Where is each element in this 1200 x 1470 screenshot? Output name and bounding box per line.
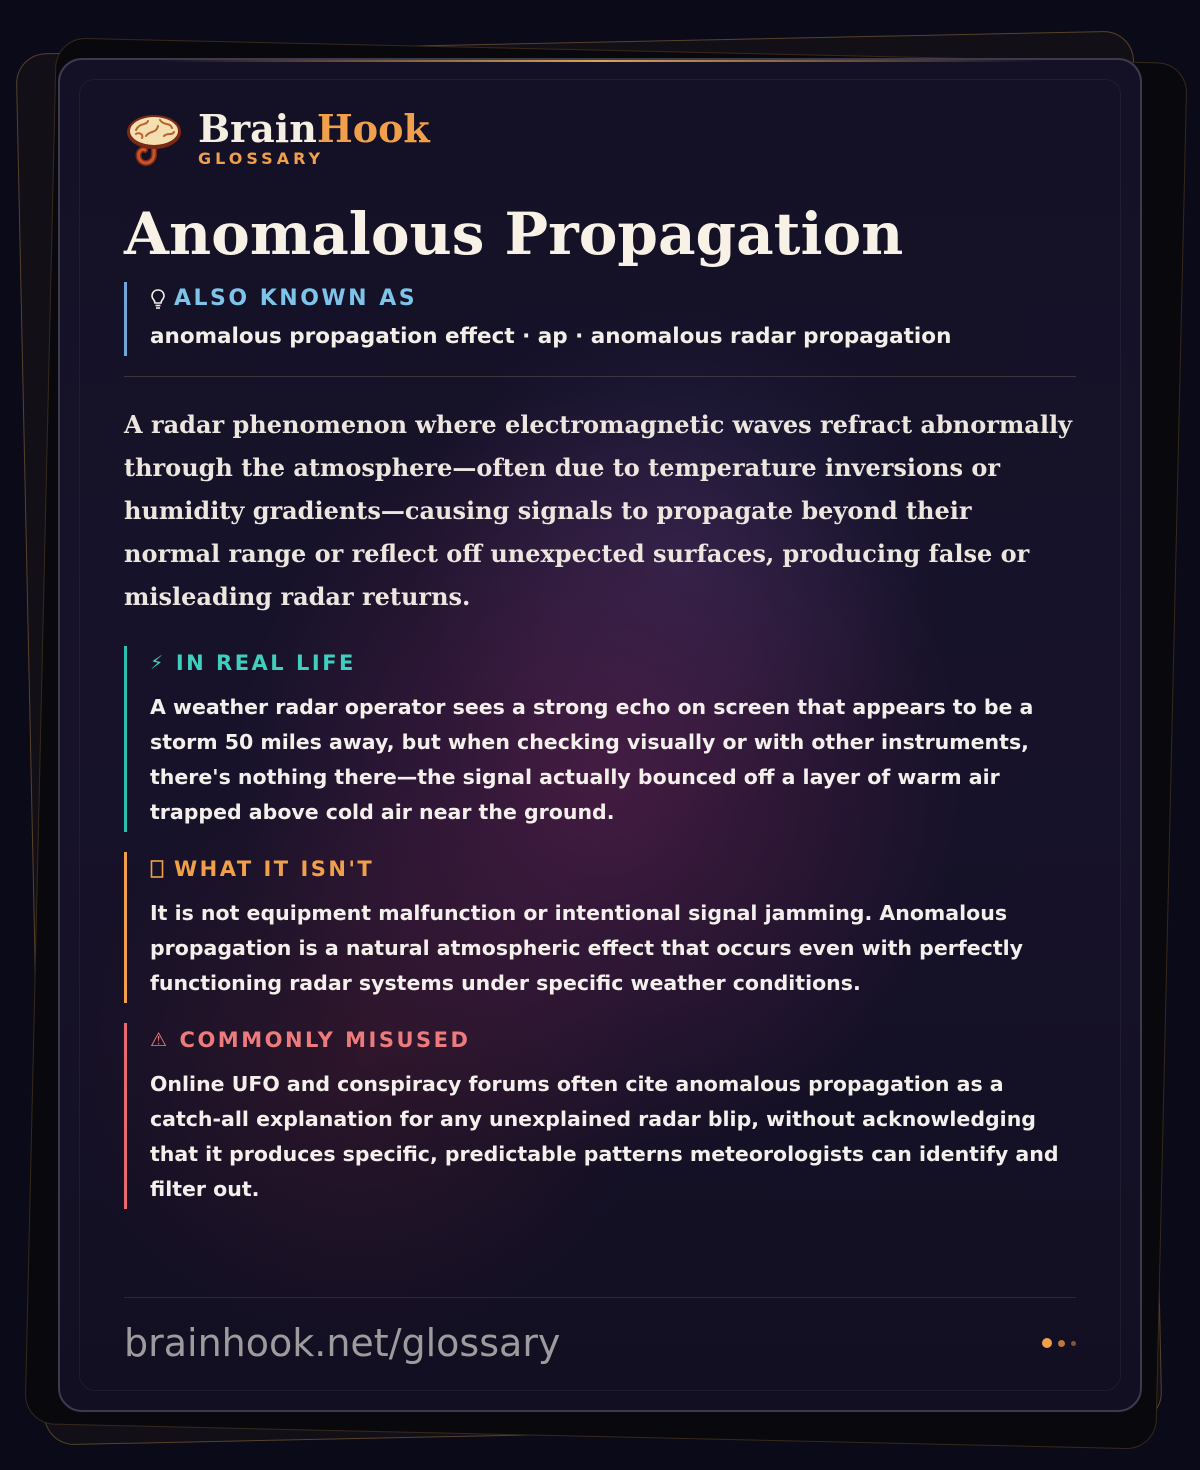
brand-header [124,102,1076,174]
also-known-as-label-row [150,284,1076,314]
section-what-it-isnt [124,852,1076,1003]
section-label: IN REAL LIFE [175,651,356,675]
card-content [124,102,1076,1209]
section-label-row [150,648,1076,678]
section-body: It is not equipment malfunction or intentional signal jamming. Anomalous propagation is a natural atmospheric effect that occurs even with perfectly functioning radar systems under specific weather conditions. [150,901,1024,995]
lightbulb-icon [150,288,166,310]
brand-name [198,108,430,150]
section-label: COMMONLY MISUSED [179,1028,471,1052]
also-known-as-values: anomalous propagation effect · ap · anomalous radar propagation [150,324,952,349]
section-commonly-misused [124,1023,1076,1209]
section-label: WHAT IT ISN'T [174,857,375,881]
term-title: Anomalous Propagation [124,200,904,268]
pagination-dots [1036,1338,1076,1348]
section-in-real-life [124,646,1076,832]
divider [124,376,1076,377]
also-known-as-label: ALSO KNOWN AS [174,286,418,311]
section-body: Online UFO and conspiracy forums often cite anomalous propagation as a catch-all explanation for any unexplained radar blip, without acknowledging that it produces specific, predictable patterns meteorologists can identify and filter out. [150,1072,1059,1201]
footer-url: brainhook.net/glossary [124,1321,561,1365]
section-body: A weather radar operator sees a strong echo on screen that appears to be a storm 50 miles away, but when checking visually or with other instruments, there's nothing there—the signal actually bounced off a layer of warm air trapped above cold air near the ground. [150,695,1034,824]
glossary-card [58,58,1142,1412]
section-label-row [150,1025,1076,1055]
warning-icon: ⚠ [150,1029,170,1051]
dot-active [1042,1338,1052,1348]
dot [1071,1341,1076,1346]
section-label-row [150,854,1076,884]
definition-text: A radar phenomenon where electromagnetic waves refract abnormally through the atmosphere—often due to temperature inversions or humidity gradients—causing signals to propagate beyond their normal range or reflect off unexpected surfaces, producing false or misleading radar returns. [124,410,1072,611]
block-icon [150,859,164,879]
card-footer [124,1297,1076,1365]
brand-name-part2: Hook [316,106,430,151]
brand-subtitle: GLOSSARY [198,149,325,168]
dot [1058,1340,1065,1347]
also-known-as-block [124,282,1076,356]
brand-name-part1: Brain [198,106,317,151]
lightning-icon: ⚡ [150,652,166,674]
brain-hook-logo-icon [124,108,184,168]
card-top-highlight [160,60,1040,62]
